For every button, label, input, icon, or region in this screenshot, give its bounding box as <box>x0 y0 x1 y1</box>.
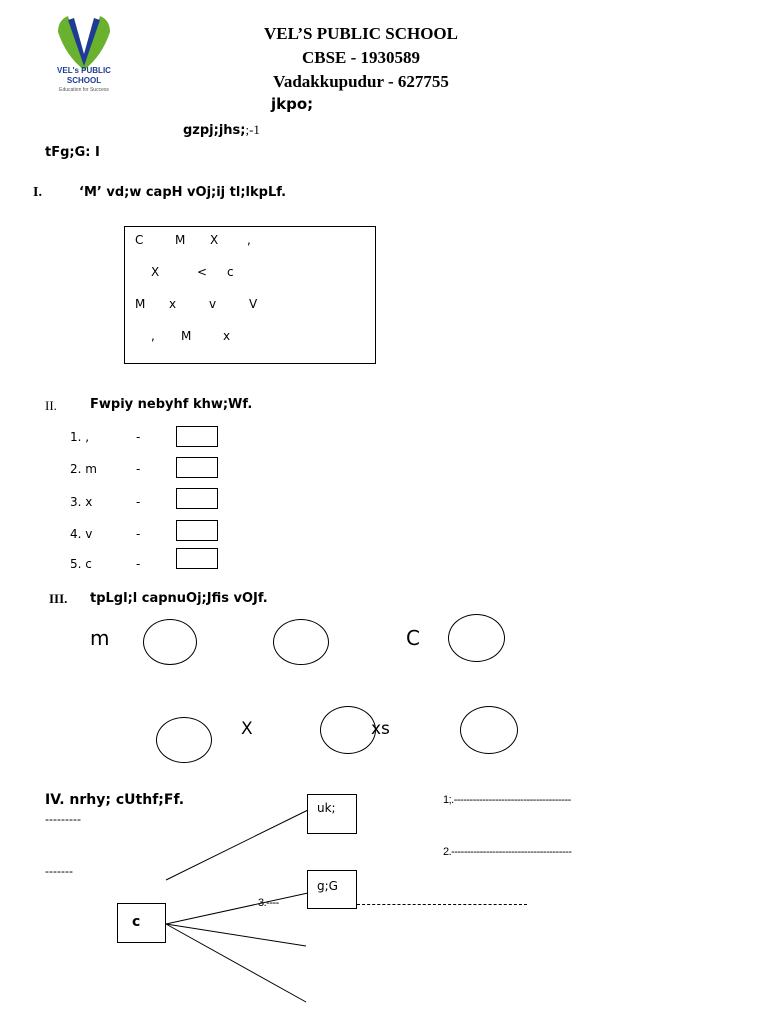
vowel-letter: xs <box>371 719 390 739</box>
school-address: Vadakkupudur - 627755 <box>273 72 449 91</box>
subject-title: jkpo; <box>271 95 314 113</box>
grid-letter[interactable]: v <box>209 297 217 311</box>
answer-line-1[interactable]: 1;.------------------------------------- <box>443 794 571 806</box>
item-label: 1. , <box>70 430 90 444</box>
grid-letter[interactable]: M <box>175 233 186 247</box>
grid-letter[interactable]: , <box>151 329 155 343</box>
section4-title: IV. nrhy; cUthf;Ff. <box>45 792 185 808</box>
grid-letter[interactable]: < <box>197 265 208 279</box>
logo-brand-line1: VEL's PUBLIC <box>57 66 111 75</box>
school-name: VEL’S PUBLIC SCHOOL <box>264 24 458 43</box>
grid-letter[interactable]: C <box>135 233 144 247</box>
logo-brand-line2: SCHOOL <box>66 76 102 85</box>
section2-instruction: Fwpiy nebyhf khw;Wf. <box>90 397 253 412</box>
item-label: 4. v <box>70 527 93 541</box>
answer-line-3-rest <box>357 904 527 905</box>
grid-letter[interactable]: M <box>135 297 146 311</box>
section2-number: II. <box>45 398 57 413</box>
cbse-code: CBSE - 1930589 <box>301 48 421 67</box>
worksheet-title-suffix: ;-1 <box>245 122 260 137</box>
grid-letter[interactable]: X <box>210 233 219 247</box>
grid-letter[interactable]: x <box>169 297 177 311</box>
branch-text-1: uk; <box>317 801 336 815</box>
vowel-letter: C <box>406 626 420 650</box>
answer-line-3[interactable]: 3.---- <box>258 897 279 909</box>
center-letter-box <box>117 903 166 943</box>
grid-letter[interactable]: V <box>249 297 258 311</box>
grid-letter[interactable]: M <box>181 329 192 343</box>
item-label: 2. m <box>70 462 97 476</box>
logo-tagline: Education for Success <box>59 87 109 93</box>
item-label: 5. c <box>70 557 92 571</box>
item-dash: - <box>136 462 141 476</box>
item-dash: - <box>136 430 141 444</box>
branch-box-2 <box>307 870 357 909</box>
worksheet-title-text: gzpj;jhs; <box>183 123 246 138</box>
grid-letter[interactable]: , <box>247 233 251 247</box>
branch-box-1 <box>307 794 357 834</box>
left-dashes-1: --------- <box>45 812 81 826</box>
section3-instruction: tpLgl;l capnuOj;Jfis vOJf. <box>90 591 268 606</box>
grid-letter[interactable]: X <box>151 265 160 279</box>
grid-letter[interactable]: c <box>227 265 234 279</box>
item-label: 3. x <box>70 495 93 509</box>
branch-text-2: g;G <box>317 879 338 893</box>
item-dash: - <box>136 557 141 571</box>
center-letter: c <box>132 914 141 930</box>
grid-letter[interactable]: x <box>223 329 231 343</box>
answer-line-2[interactable]: 2.-------------------------------------- <box>443 846 572 858</box>
item-dash: - <box>136 527 141 541</box>
vowel-letter: X <box>241 719 253 739</box>
item-dash: - <box>136 495 141 509</box>
vowel-letter: m <box>90 626 110 650</box>
section1-instruction: ‘M’ vd;w capH vOj;ij tl;lkpLf. <box>79 185 287 200</box>
section1-number: I. <box>33 185 42 200</box>
left-dashes-2: ------- <box>45 864 73 878</box>
grade-label: tFg;G: I <box>45 145 100 160</box>
section3-number: III. <box>49 591 68 606</box>
